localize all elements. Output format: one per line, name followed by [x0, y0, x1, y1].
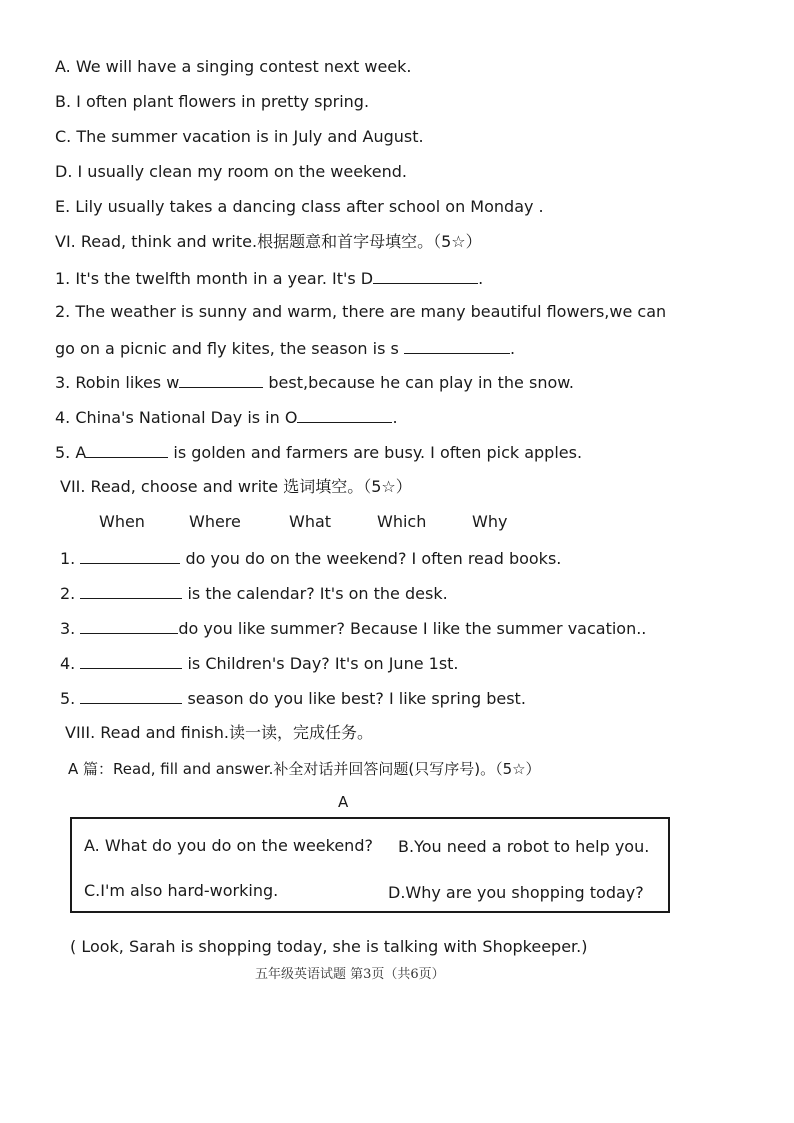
s6-question-4 — [55, 407, 398, 428]
answer-blank[interactable] — [80, 653, 182, 669]
passage-a-title: A — [338, 793, 349, 811]
s6-q5-text: 5. A — [55, 443, 87, 462]
dialogue-option-a: A. What do you do on the weekend? — [84, 836, 373, 855]
s7-question-2 — [60, 583, 448, 604]
s6-q1-text: 1. It's the twelfth month in a year. It's D — [55, 269, 374, 288]
s6-question-5 — [55, 442, 582, 463]
answer-blank[interactable] — [80, 688, 182, 704]
s6-q3-suffix: best,because he can play in the snow. — [263, 373, 574, 392]
option-e: E. Lily usually takes a dancing class after school on Monday . — [55, 197, 544, 216]
dialogue-context: ( Look, Sarah is shopping today, she is talking with Shopkeeper.) — [70, 937, 588, 956]
word-bank — [0, 512, 794, 532]
dialogue-options-box — [70, 817, 670, 913]
s6-question-3 — [55, 372, 574, 393]
word-what: What — [289, 512, 332, 531]
s6-q4-text: 4. China's National Day is in O — [55, 408, 298, 427]
answer-blank[interactable] — [80, 583, 182, 599]
answer-blank[interactable] — [373, 268, 478, 284]
option-d: D. I usually clean my room on the weekend. — [55, 162, 407, 181]
s6-q5-suffix: is golden and farmers are busy. I often pick apples. — [168, 443, 583, 462]
s7-q2-num: 2. — [60, 584, 76, 603]
s7-q4-text: is Children's Day? It's on June 1st. — [182, 654, 459, 673]
s7-question-3 — [60, 618, 646, 639]
s6-q2-suffix: . — [509, 339, 516, 358]
s6-q3-text: 3. Robin likes w — [55, 373, 180, 392]
s7-q3-num: 3. — [60, 619, 76, 638]
dialogue-option-d: D.Why are you shopping today? — [388, 883, 644, 902]
s6-q2-text: go on a picnic and fly kites, the season is s — [55, 339, 399, 358]
s7-q2-text: is the calendar? It's on the desk. — [182, 584, 448, 603]
answer-blank[interactable] — [86, 442, 168, 458]
s6-question-2-line2 — [55, 338, 515, 359]
s7-q4-num: 4. — [60, 654, 76, 673]
page-footer: 五年级英语试题 第3页（共6页） — [255, 967, 445, 982]
s6-question-1 — [55, 268, 483, 289]
option-c: C. The summer vacation is in July and August. — [55, 127, 424, 146]
s7-q3-text: do you like summer? Because I like the summer vacation.. — [178, 619, 647, 638]
section-6-heading: VI. Read, think and write.根据题意和首字母填空。（5☆） — [55, 232, 482, 251]
s7-question-5 — [60, 688, 526, 709]
section-8-subheading: A 篇：Read, fill and answer.补全对话并回答问题(只写序号)。（5☆） — [68, 760, 541, 778]
s7-q1-num: 1. — [60, 549, 76, 568]
word-where: Where — [189, 512, 241, 531]
option-a: A. We will have a singing contest next week. — [55, 57, 412, 76]
s7-question-4 — [60, 653, 459, 674]
word-which: Which — [377, 512, 427, 531]
s6-question-2-line1: 2. The weather is sunny and warm, there are many beautiful flowers,we can — [55, 302, 667, 321]
s7-q5-num: 5. — [60, 689, 76, 708]
option-b: B. I often plant flowers in pretty spring. — [55, 92, 370, 111]
word-when: When — [99, 512, 145, 531]
answer-blank[interactable] — [179, 372, 263, 388]
section-8-heading: VIII. Read and finish.读一读，完成任务。 — [65, 723, 373, 742]
s7-q5-text: season do you like best? I like spring best. — [182, 689, 526, 708]
answer-blank[interactable] — [80, 618, 178, 634]
word-why: Why — [472, 512, 508, 531]
dialogue-option-b: B.You need a robot to help you. — [398, 837, 650, 856]
s6-q4-suffix: . — [392, 408, 398, 427]
answer-blank[interactable] — [297, 407, 392, 423]
answer-blank[interactable] — [80, 548, 180, 564]
section-7-heading: VII. Read, choose and write 选词填空。（5☆） — [60, 477, 412, 496]
answer-blank[interactable] — [404, 338, 510, 354]
s7-question-1 — [60, 548, 561, 569]
s6-q1-suffix: . — [478, 269, 484, 288]
dialogue-option-c: C.I'm also hard-working. — [84, 881, 279, 900]
s7-q1-text: do you do on the weekend? I often read books. — [180, 549, 562, 568]
